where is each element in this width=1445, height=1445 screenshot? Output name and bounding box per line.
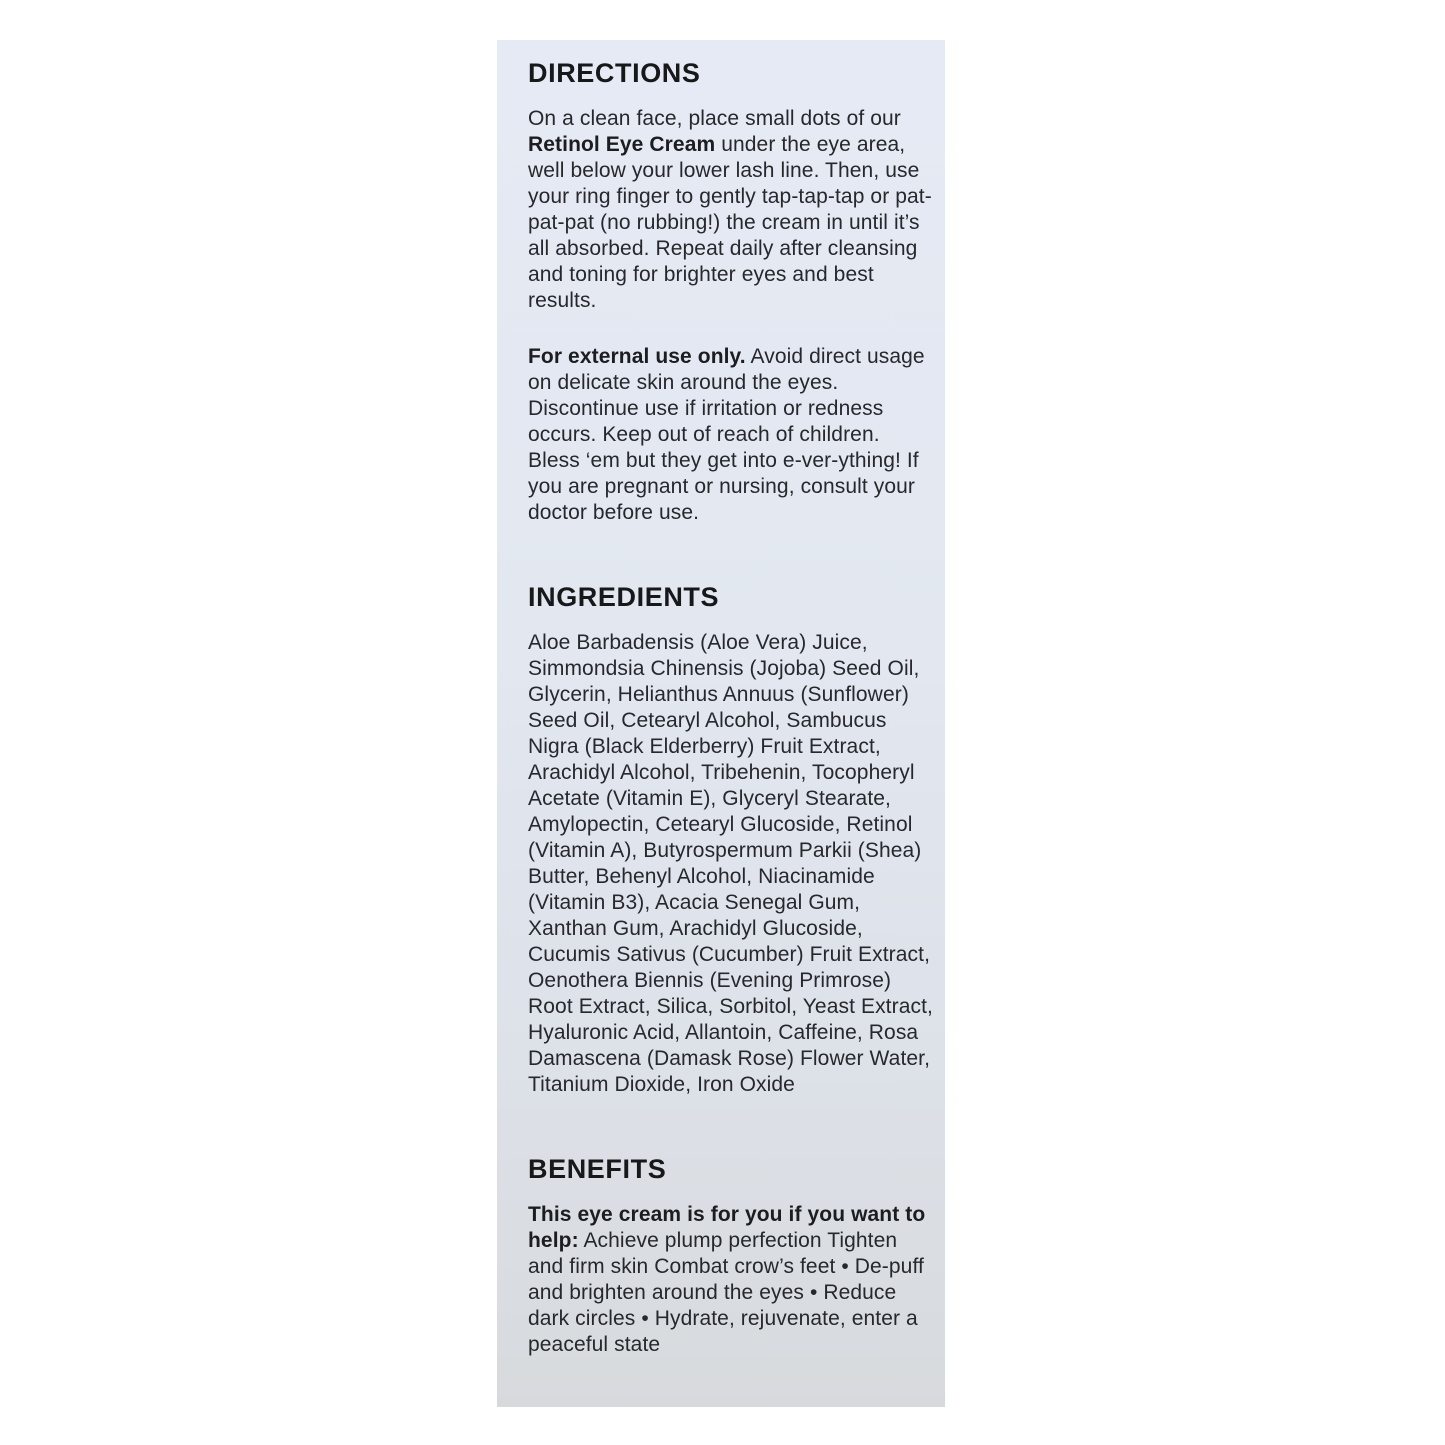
directions-section bbox=[528, 58, 935, 526]
benefits-list-text: Achieve plump perfection Tighten and firm skin Combat crow’s feet • De-puff and brighten around the eyes • Reduce dark circles • Hydrate, rejuvenate, enter a peaceful state bbox=[528, 1229, 924, 1356]
product-label-panel bbox=[497, 40, 945, 1407]
warning-text: Avoid direct usage on delicate skin around the eyes. Discontinue use if irritation or redness occurs. Keep out of reach of children. Bless ‘em but they get into e-ver-ything! If you are pregnant or nursing, consult your doctor before use. bbox=[528, 345, 925, 524]
ingredients-list: Aloe Barbadensis (Aloe Vera) Juice, Simmondsia Chinensis (Jojoba) Seed Oil, Glycerin, Helianthus Annuus (Sunflower) Seed Oil, Cetearyl Alcohol, Sambucus Nigra (Black Elderberry) Fruit Extract, Arachidyl Alcohol, Tribehenin, Tocopheryl Acetate (Vitamin E), Glyceryl Stearate, Amylopectin, Cetearyl Glucoside, Retinol (Vitamin A), Butyrospermum Parkii (Shea) Butter, Behenyl Alcohol, Niacinamide (Vitamin B3), Acacia Senegal Gum, Xanthan Gum, Arachidyl Glucoside, Cucumis Sativus (Cucumber) Fruit Extract, Oenothera Biennis (Evening Primrose) Root Extract, Silica, Sorbitol, Yeast Extract, Hyaluronic Acid, Allantoin, Caffeine, Rosa Damascena (Damask Rose) Flower Water, Titanium Dioxide, Iron Oxide bbox=[528, 631, 933, 1096]
benefits-heading: BENEFITS bbox=[528, 1154, 667, 1184]
directions-paragraph-usage bbox=[528, 106, 935, 314]
ingredients-section bbox=[528, 582, 935, 1098]
directions-heading: DIRECTIONS bbox=[528, 58, 701, 88]
external-use-warning-bold: For external use only. bbox=[528, 345, 746, 368]
benefits-paragraph bbox=[528, 1202, 935, 1358]
directions-text-before-product: On a clean face, place small dots of our bbox=[528, 107, 901, 130]
ingredients-heading: INGREDIENTS bbox=[528, 582, 720, 612]
benefits-section bbox=[528, 1154, 935, 1358]
benefits-lead-bold: This eye cream is for you if you want to help: bbox=[528, 1203, 926, 1252]
directions-text-after-product: under the eye area, well below your lower lash line. Then, use your ring finger to gently tap-tap-tap or pat-pat-pat (no rubbing!) the cream in until it’s all absorbed. Repeat daily after cleansing and toning for brighter eyes and best results. bbox=[528, 133, 932, 312]
product-name-bold: Retinol Eye Cream bbox=[528, 133, 716, 156]
directions-paragraph-warning bbox=[528, 344, 935, 526]
